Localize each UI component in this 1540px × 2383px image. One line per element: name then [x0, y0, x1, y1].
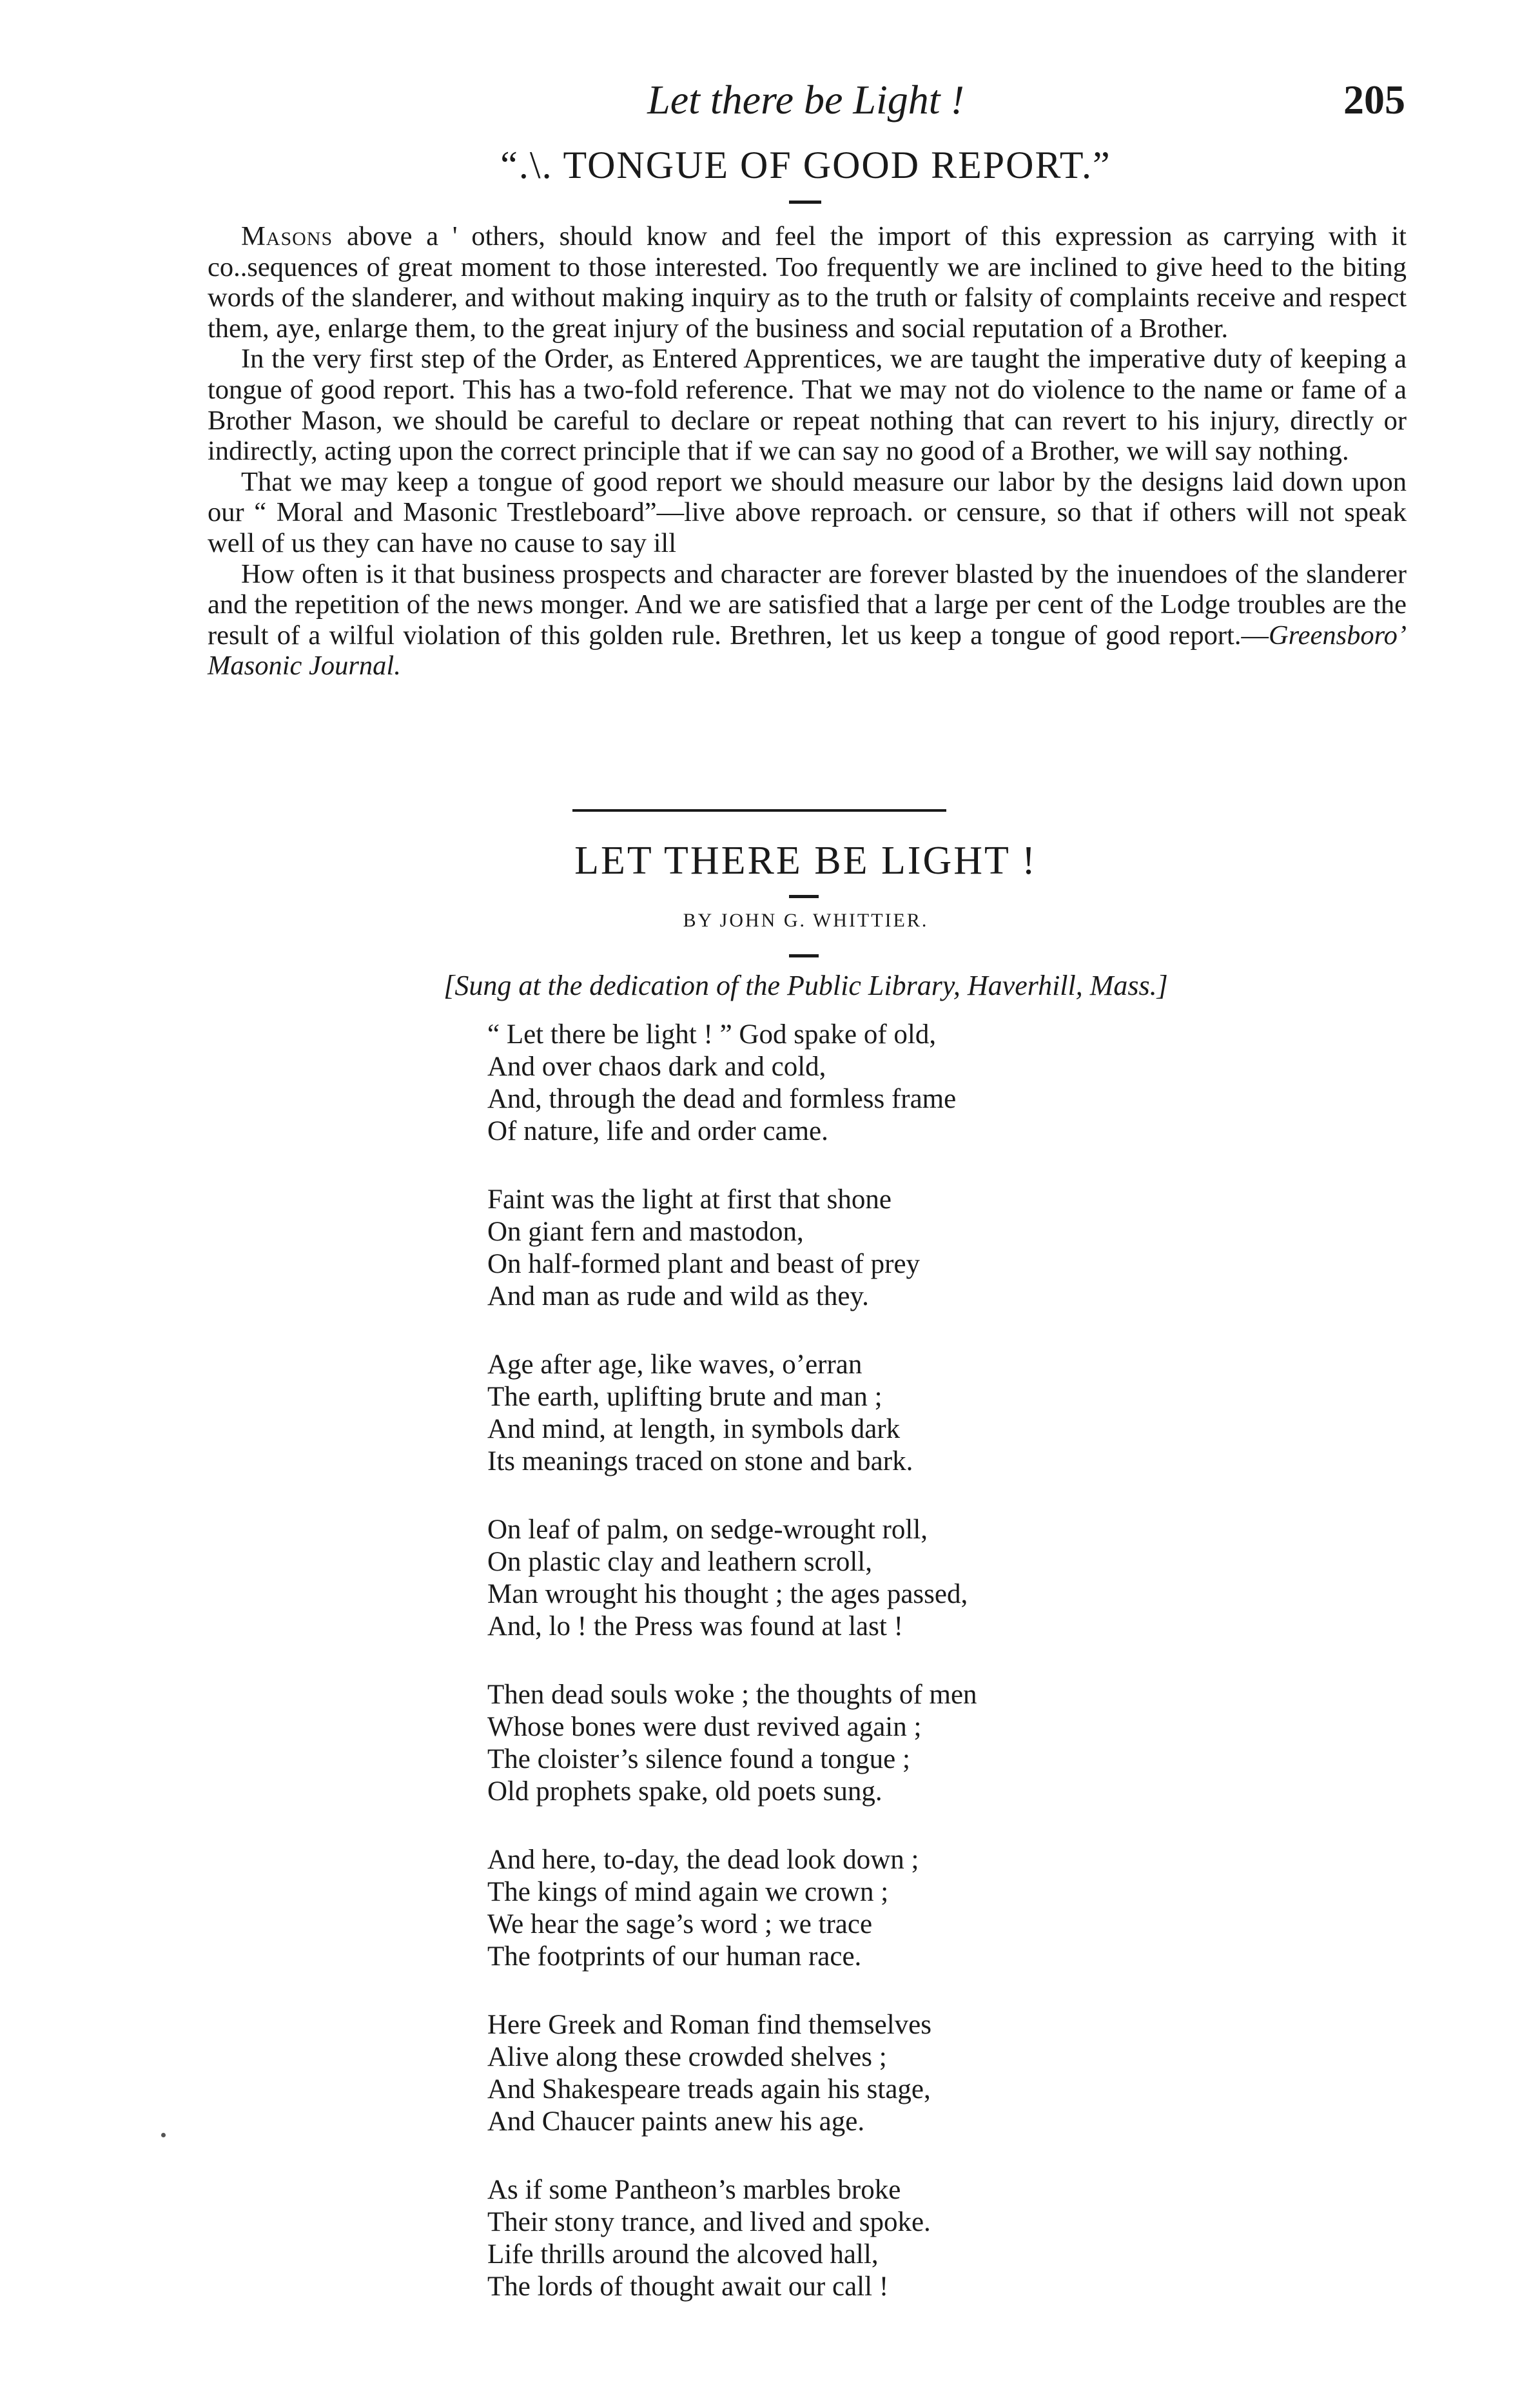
article-title-tongue: “.\. TONGUE OF GOOD REPORT.”	[500, 144, 1111, 186]
article-title-light: LET THERE BE LIGHT !	[574, 839, 1037, 883]
stanza-1	[487, 1019, 1196, 1148]
poem-line: Its meanings traced on stone and bark.	[487, 1446, 913, 1476]
article-body-tongue	[208, 221, 1407, 682]
poem-line: Their stony trance, and lived and spoke.	[487, 2207, 931, 2237]
paragraph-text: above a ' others, should know and feel the import of this expression as carrying with it co..sequences of great moment to those interested. Too frequently we are inclined to give heed to the biting words of the slanderer, and without making inquiry as to the truth or falsity of complaints receive and respect them, aye, enlarge them, to the great injury of the business and social reputation of a Brother.	[208, 221, 1407, 344]
poem-line: Man wrought his thought ; the ages passed,	[487, 1579, 968, 1609]
poem-line: We hear the sage’s word ; we trace	[487, 1909, 873, 1939]
title-dash	[789, 895, 819, 898]
poem-line: And here, to-day, the dead look down ;	[487, 1845, 919, 1875]
stanza-4	[487, 1514, 1196, 1643]
byline-dash	[789, 954, 819, 957]
stanza-8	[487, 2174, 1196, 2303]
poem-line: On plastic clay and leathern scroll,	[487, 1547, 873, 1577]
poem-line: On giant fern and mastodon,	[487, 1217, 804, 1247]
poem-line: And mind, at length, in symbols dark	[487, 1414, 901, 1444]
print-speck	[161, 2133, 166, 2137]
poem-line: Old prophets spake, old poets sung.	[487, 1776, 882, 1807]
title-dash	[789, 201, 821, 204]
paragraph-4	[208, 559, 1407, 682]
poem-line: And over chaos dark and cold,	[487, 1052, 826, 1082]
poem-line: Age after age, like waves, o’erran	[487, 1349, 863, 1380]
stanza-2	[487, 1184, 1196, 1313]
stanza-7	[487, 2009, 1196, 2138]
paragraph-text: How often is it that business prospects and character are forever blasted by the inuendoes of the slanderer and the repetition of the news monger. And we are satisfied that a large per cent of the Lodge troubles are the result of a wilful violation of this golden rule. Brethren, let us keep a tongue of good report.—	[208, 558, 1407, 651]
poem-line: Life thrills around the alcoved hall,	[487, 2239, 879, 2270]
running-head	[206, 76, 1405, 134]
poem-line: “ Let there be light ! ” God spake of old,	[487, 1019, 937, 1050]
poem-line: The kings of mind again we crown ;	[487, 1877, 889, 1907]
poem-line: And, through the dead and formless frame	[487, 1084, 957, 1114]
page-number: 205	[1343, 77, 1405, 123]
article-end-rule	[572, 809, 946, 812]
paragraph-2: In the very first step of the Order, as Entered Apprentices, we are taught the imperative duty of keeping a tongue of good report. This has a two-fold reference. That we may not do violence to the name or fame of a Brother Mason, we should be careful to declare or repeat nothing that can revert to his injury, directly or indirectly, acting upon the correct principle that if we can say no good of a Brother, we will say nothing.	[208, 344, 1407, 467]
stanza-6	[487, 1844, 1196, 1973]
poem-line: And Shakespeare treads again his stage,	[487, 2074, 931, 2104]
poem-line: Whose bones were dust revived again ;	[487, 1712, 922, 1742]
poem-line: The footprints of our human race.	[487, 1941, 862, 1972]
running-title: Let there be Light !	[647, 77, 964, 123]
paragraph-lead: Masons	[241, 221, 333, 251]
poem-line: Alive along these crowded shelves ;	[487, 2042, 887, 2072]
poem-line: And Chaucer paints anew his age.	[487, 2106, 865, 2137]
stanza-5	[487, 1679, 1196, 1808]
poem-line: On half-formed plant and beast of prey	[487, 1249, 921, 1279]
poem-line: The earth, uplifting brute and man ;	[487, 1382, 882, 1412]
poem-line: Faint was the light at first that shone	[487, 1184, 892, 1215]
dedication-note: [Sung at the dedication of the Public Library, Haverhill, Mass.]	[443, 970, 1168, 1001]
poem-line: Here Greek and Roman find themselves	[487, 2010, 931, 2040]
poem-line: On leaf of palm, on sedge-wrought roll,	[487, 1515, 928, 1545]
stanza-3	[487, 1349, 1196, 1478]
poem-line: And, lo ! the Press was found at last !	[487, 1611, 903, 1642]
paragraph-3: That we may keep a tongue of good report we should measure our labor by the designs laid down upon our “ Moral and Masonic Trestleboard”—live above reproach. or censure, so that if others will not speak well of us they can have no cause to say ill	[208, 466, 1407, 558]
poem	[487, 1019, 1196, 2339]
poem-line: And man as rude and wild as they.	[487, 1281, 869, 1311]
poem-line: As if some Pantheon’s marbles broke	[487, 2175, 901, 2205]
poem-line: The lords of thought await our call !	[487, 2271, 889, 2302]
paragraph-1	[208, 221, 1407, 344]
byline: BY JOHN G. WHITTIER.	[683, 910, 929, 931]
source-citation: Greensboro’ Masonic Journal.	[208, 620, 1407, 682]
poem-line: The cloister’s silence found a tongue ;	[487, 1744, 910, 1774]
poem-line: Of nature, life and order came.	[487, 1116, 828, 1146]
poem-line: Then dead souls woke ; the thoughts of men	[487, 1680, 977, 1710]
